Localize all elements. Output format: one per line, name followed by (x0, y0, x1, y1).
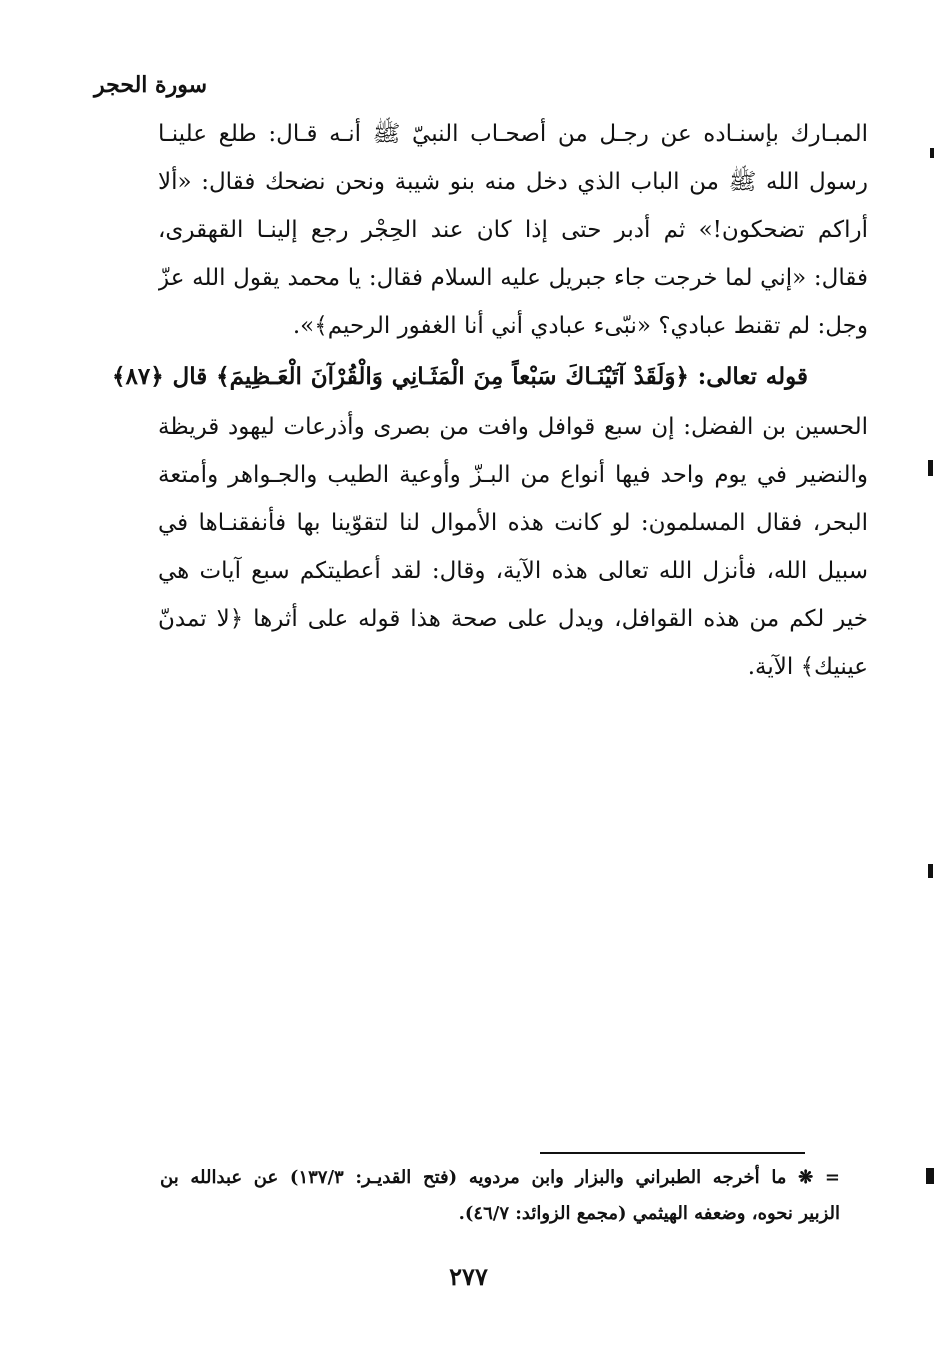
footnote (160, 1160, 840, 1232)
running-header: سورة الحجر (94, 72, 207, 98)
text-line: وجل: لم تقنط عبادي؟ «نبّىء عبادي أني أنا الغفور الرحيم﴾». (292, 313, 868, 339)
footnote-line: الزبير نحوه، وضعفه الهيثمي (مجمع الزوائد: ٤٦/٧). (458, 1203, 840, 1224)
text-line: البحر، فقال المسلمون: لو كانت هذه الأموال لنا لتقوّينا بها فأنفقنـاها في (158, 510, 868, 536)
text-line: خير لكم من هذه القوافل، ويدل على صحة هذا قوله على أثرها ﴿لا تمدنّ (158, 606, 868, 632)
scan-mark (926, 1168, 934, 1184)
text-line: والنضير في يوم واحد فيها أنواع من البـزّ وأوعية الطيب والجـواهر وأمتعة (158, 462, 868, 488)
text-line: المبـارك بإسنـاده عن رجـل من أصحـاب النبيّ ﷺ أنـه قـال: طلع علينـا (158, 121, 868, 147)
text-line: عينيك﴾ الآية. (747, 654, 868, 680)
text-line: فقال: «إني لما خرجت جاء جبريل عليه السلام فقال: يا محمد يقول الله عزّ (158, 265, 868, 291)
text-line: أراكم تضحكون!» ثم أدبر حتى إذا كان عند الحِجْر رجع إلينـا القهقرى، (158, 217, 868, 243)
text-line: الحسين بن الفضل: إن سبع قوافل وافت من بصرى وأذرعات ليهود قريظة (158, 414, 868, 440)
text-line: رسول الله ﷺ من الباب الذي دخل منه بنو شيبة ونحن نضحك فقال: «ألا (158, 169, 868, 195)
scan-mark (928, 864, 933, 878)
scan-mark (928, 460, 933, 476)
paragraph-commentary (158, 403, 868, 691)
verse-heading: قوله تعالى: ﴿وَلَقَدْ آتَيْنَـاكَ سَبْعاً مِنَ الْمَثَـانِي وَالْقُرْآنَ الْعَـظِيمَ﴾ قال ﴿٨٧﴾ (112, 363, 808, 390)
text-line: سبيل الله، فأنزل الله تعالى هذه الآية، وقال: لقد أعطيتكم سبع آيات هي (158, 558, 868, 584)
page-number: ٢٧٧ (449, 1262, 488, 1291)
scan-mark (930, 148, 934, 158)
paragraph-hadith (158, 110, 868, 350)
footnote-divider (540, 1152, 805, 1154)
footnote-line: = ❋ ما أخرجه الطبراني والبزار وابن مردويه (فتح القديـر: ١٣٧/٣) عن عبدالله بن (160, 1167, 840, 1188)
